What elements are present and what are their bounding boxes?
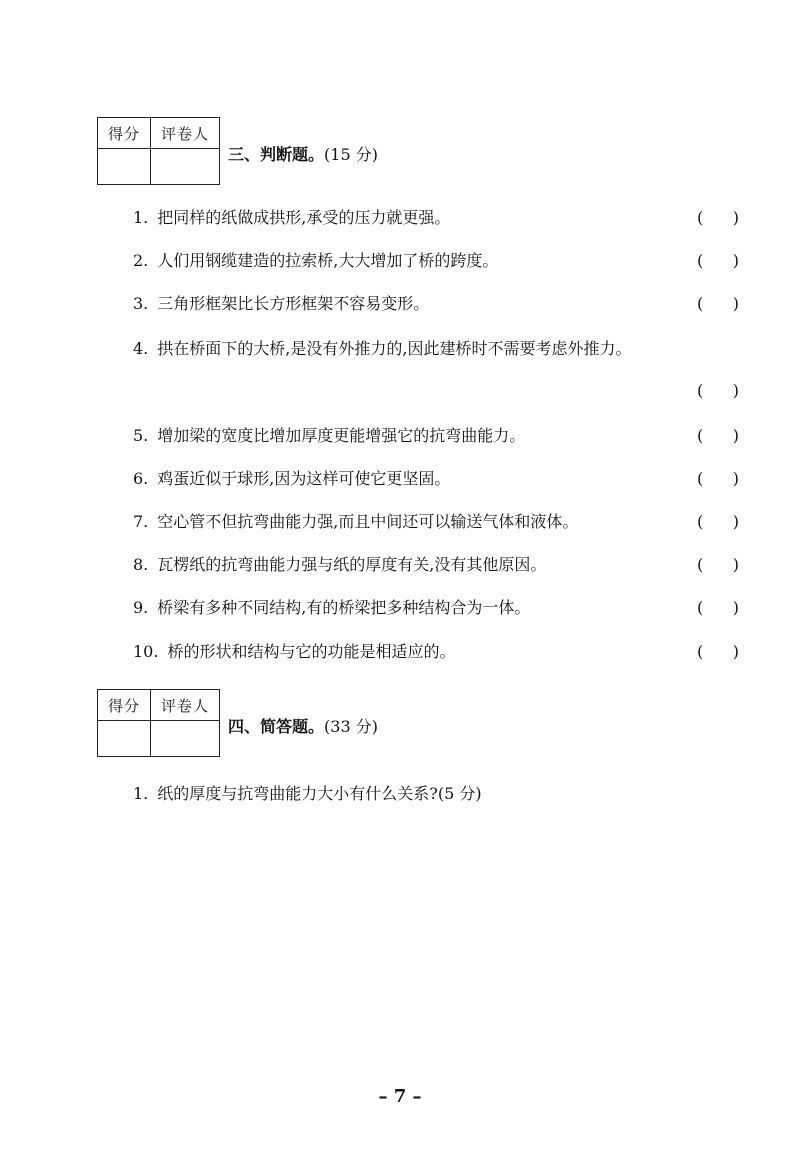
grader-label: 评卷人 <box>151 690 219 721</box>
question-7: 7. 空心管不但抗弯曲能力强,而且中间还可以输送气体和液体。 <box>133 512 579 531</box>
score-box-section-4 <box>97 689 220 757</box>
score-cell[interactable] <box>98 149 151 184</box>
score-label: 得分 <box>98 118 151 149</box>
answer-blank-5[interactable]: ( ) <box>697 426 739 445</box>
question-3: 3. 三角形框架比长方形框架不容易变形。 <box>133 294 430 313</box>
answer-blank-8[interactable]: ( ) <box>697 555 739 574</box>
score-box-section-3 <box>97 117 220 185</box>
question-5: 5. 增加梁的宽度比增加厚度更能增强它的抗弯曲能力。 <box>133 426 526 445</box>
question-1: 1. 把同样的纸做成拱形,承受的压力就更强。 <box>133 208 451 227</box>
question-4: 4. 拱在桥面下的大桥,是没有外推力的,因此建桥时不需要考虑外推力。 <box>133 339 632 358</box>
question-8: 8. 瓦楞纸的抗弯曲能力强与纸的厚度有关,没有其他原因。 <box>133 555 547 574</box>
question-2: 2. 人们用钢缆建造的拉索桥,大大增加了桥的跨度。 <box>133 251 499 270</box>
section-title-short-answer <box>228 714 378 737</box>
answer-blank-9[interactable]: ( ) <box>697 598 739 617</box>
short-answer-question-1: 1. 纸的厚度与抗弯曲能力大小有什么关系?(5 分) <box>133 784 482 803</box>
score-label: 得分 <box>98 690 151 721</box>
grader-label: 评卷人 <box>151 118 219 149</box>
question-6: 6. 鸡蛋近似于球形,因为这样可使它更坚固。 <box>133 469 451 488</box>
section-points: (33 分) <box>324 717 378 736</box>
question-9: 9. 桥梁有多种不同结构,有的桥梁把多种结构合为一体。 <box>133 598 531 617</box>
question-10: 10. 桥的形状和结构与它的功能是相适应的。 <box>133 642 456 661</box>
answer-blank-2[interactable]: ( ) <box>697 251 739 270</box>
grader-cell[interactable] <box>151 721 219 756</box>
grader-cell[interactable] <box>151 149 219 184</box>
section-title-judgement <box>228 142 378 165</box>
page-number: – 7 – <box>378 1086 422 1107</box>
section-title-text: 四、简答题。 <box>228 717 325 736</box>
section-title-text: 三、判断题。 <box>228 145 325 164</box>
section-points: (15 分) <box>324 145 378 164</box>
answer-blank-7[interactable]: ( ) <box>697 512 739 531</box>
answer-blank-10[interactable]: ( ) <box>697 642 739 661</box>
answer-blank-1[interactable]: ( ) <box>697 208 739 227</box>
score-cell[interactable] <box>98 721 151 756</box>
answer-blank-3[interactable]: ( ) <box>697 294 739 313</box>
answer-blank-6[interactable]: ( ) <box>697 469 739 488</box>
answer-blank-4[interactable]: ( ) <box>697 381 739 400</box>
